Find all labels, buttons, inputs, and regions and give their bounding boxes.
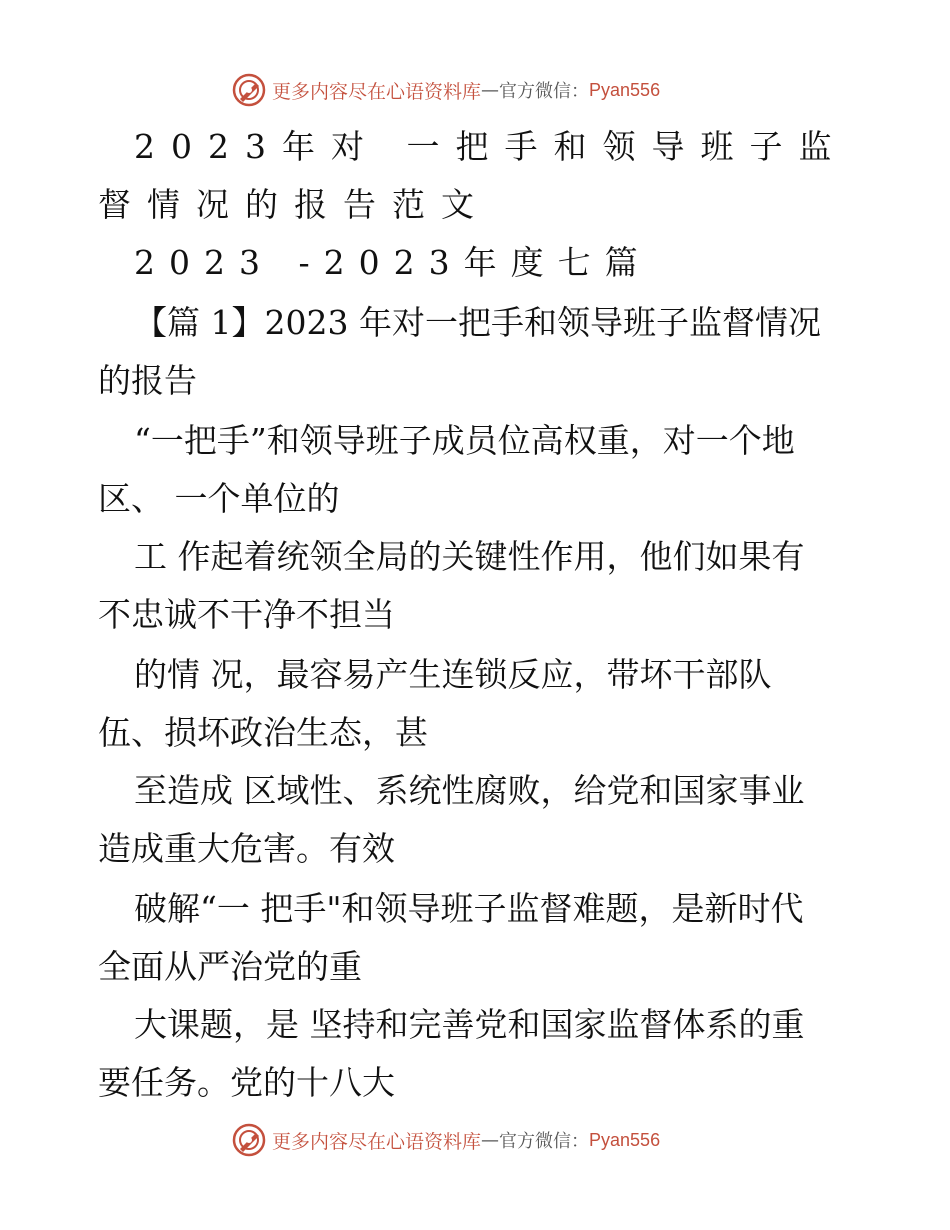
paragraph-line: 不忠诚不干净不担当 [98,595,395,634]
watermark-dash: — [481,79,500,101]
paragraph-line: 至造成 区域性、系统性腐败，给党和国家事业 [134,771,805,810]
watermark-title: 更多内容尽在心语资料库 [272,1130,482,1153]
doc-title-line-1: 2023年对 一把手和领导班子监 [134,127,848,166]
paragraph-line: 区、 一个单位的 [98,479,340,518]
watermark-wechat-id: Pyan556 [589,79,661,100]
paragraph-line: 要任务。党的十八大 [98,1063,395,1102]
paragraph-line: 全面从严治党的重 [98,947,362,986]
paragraph-line: 工 作起着统领全局的关键性作用，他们如果有 [134,537,805,576]
watermark-header [232,72,660,108]
watermark-wechat-label: 官方微信： [499,1131,590,1152]
paragraph-line: “一把手”和领导班子成员位高权重，对一个地 [134,421,795,460]
section-heading-line: 的报告 [98,361,197,400]
brand-logo-icon [232,1123,266,1157]
watermark-dash: — [481,1129,500,1151]
paragraph-line: 造成重大危害。有效 [98,829,395,868]
watermark-title: 更多内容尽在心语资料库 [272,80,482,103]
brand-logo-icon [232,73,266,107]
paragraph-line: 的情 况，最容易产生连锁反应，带坏干部队 [134,655,772,694]
paragraph-line: 破解“一 把手"和领导班子监督难题，是新时代 [134,889,804,928]
doc-subtitle: 2023 -2023年度七篇 [134,243,652,282]
watermark-wechat-id: Pyan556 [589,1129,661,1150]
watermark-footer [232,1122,660,1158]
watermark-wechat-label: 官方微信： [499,81,590,102]
paragraph-line: 伍、损坏政治生态，甚 [98,713,428,752]
doc-title-line-2: 督情况的报告范文 [98,185,490,224]
section-heading-line: 【篇 1】2023 年对一把手和领导班子监督情况 [134,303,821,342]
paragraph-line: 大课题，是 坚持和完善党和国家监督体系的重 [134,1005,805,1044]
